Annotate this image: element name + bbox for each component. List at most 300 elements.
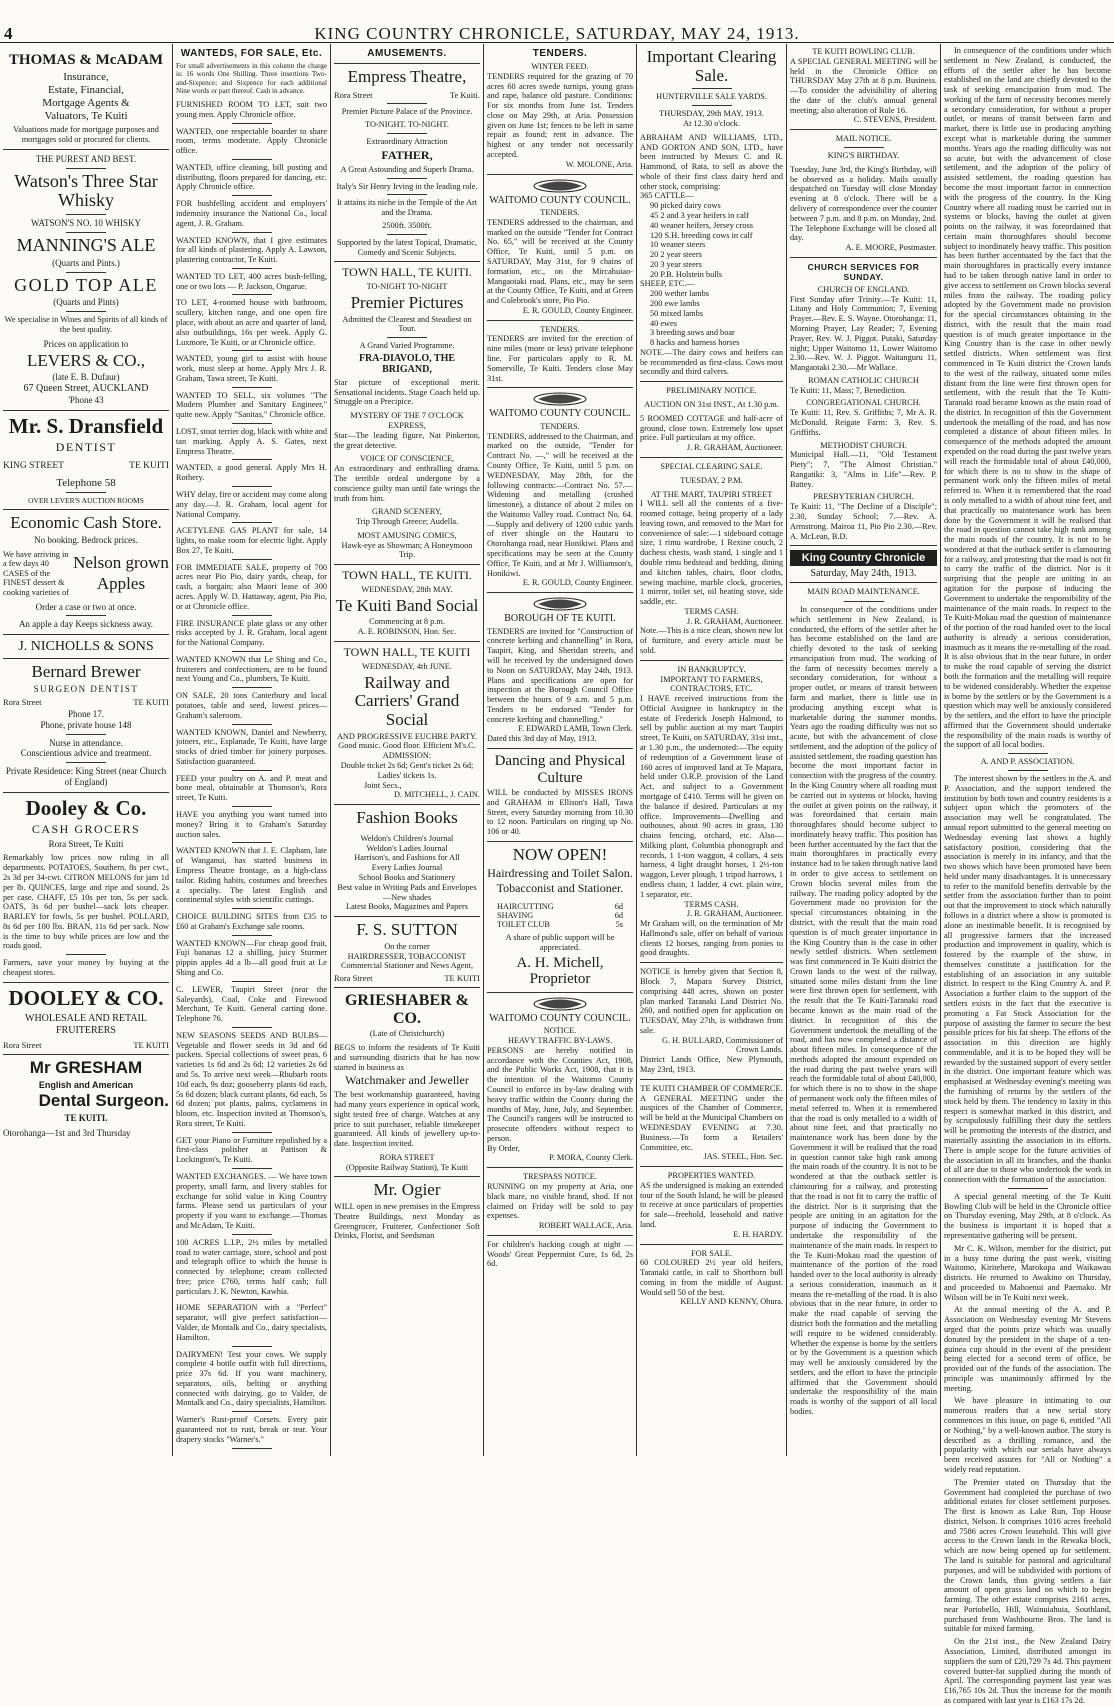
classified-ad: LOST, stout terrier dog, black with white and tan marking. Apply A. S. Gates, next Empress Theatre. (176, 427, 327, 456)
for-sale-title: FOR SALE. (690, 1248, 733, 1258)
euchre: AND PROGRESSIVE EUCHRE PARTY. (336, 731, 478, 741)
coughs-note: For children's hacking cough at night — Woods' Great Peppermint Cure, 1s 6d, 2s 6d. (487, 1239, 633, 1269)
auction-date: AUCTION ON 31st INST., At 1.30 p.m. (644, 400, 779, 410)
dransfield-name: Mr. S. Dransfield (8, 413, 164, 438)
terms-cash-1: TERMS CASH. (684, 606, 739, 616)
masthead-rule (0, 42, 1114, 43)
joint-secs: Joint Secs., (364, 780, 402, 790)
sheep-item: 40 ewes (650, 318, 677, 328)
price-row (487, 911, 633, 920)
mart-label: AT THE MART, TAUPIRI STREET (650, 489, 773, 499)
graham-sig-1: J. R. GRAHAM, Auctioneer. (686, 443, 783, 453)
ad-separator (232, 615, 272, 616)
dancing-text: WILL be conducted by MISSES IRONS and GRAHAM in Ellison's Hall, Tawa Street, every Saturday morning from 10.30 to 12 noon. Particulars on ringing up No. 106 or 40. (487, 788, 633, 837)
borough-heading: BOROUGH OF TE KUITI. (504, 613, 616, 625)
grand-varied: A Grand Varied Programme. (359, 341, 455, 351)
sheep-item: 50 mixed lambs (650, 308, 704, 318)
news-note: On the 21st inst., the New Zealand Dairy Association, Limited, distributed amongst its suppliers the sum of £20,729 7s 4d. This payment covered butter-fat supplied during the month of April. The corresponding payment last year was £16,765 10s 2d. Thus the increase for the month as compared with last year is £163 17s 2d. (944, 1637, 1111, 1705)
purest-label: THE PUREST AND BEST. (35, 153, 137, 164)
trespass-title: TRESPASS NOTICE. (523, 1172, 597, 1182)
cattle-label: 365 CATTLE— (640, 191, 694, 201)
coat-of-arms-icon (530, 997, 590, 1011)
winter-text: TENDERS required for the grazing of 70 acres 60 acres swede turnips, young grass and rape, balance old pasture. Conditions: For six months from June 1st. Tenders close on May 29th, at Aria. Possession given on June 1st; fences to be left in same repair as found; rent in advance. The highest or any tender not necessarily accepted. (487, 71, 633, 160)
gresham-dental: Dental Surgeon. (38, 1091, 169, 1111)
fashion-list (334, 834, 480, 912)
page-number: 4 (4, 24, 13, 43)
wed4: WEDNESDAY, 4th JUNE. (362, 661, 452, 671)
cattle-item: 20 3 year steers (650, 259, 702, 269)
brewer-name: Bernard Brewer (31, 662, 141, 682)
brewer-sub: SURGEON DENTIST (33, 684, 139, 695)
church-name: PRESBYTERIAN CHURCH. (813, 492, 914, 502)
hairdressing-label: Hairdressing and Toilet Salon. (487, 865, 633, 880)
stevens-sig: C. STEVENS, President. (853, 115, 937, 125)
ad-separator (232, 842, 272, 843)
news-note: The Premier stated on Thursday that the Government had completed the purchase of two additional estates for closer settlement purposes. The first is known as Lake Run, Top House district, Nelson. It comprises 1016 acres freehold and 7586 acres Crown leasehold. This will give access to the Crown lands in the Rewaka block, which are now being opened up for settlement. The land is suitable for pastoral and agricultural purposes, and will be subdivided with portions of the Crown lands, thus giving settlers a fair amount of open grass land on which to begin farming. The other estate comprises 2161 acres, near Portobello, Hill, Wainuiahuia, Southland, purchased from Washbourne Bros. The land is suitable for mixed farming. (944, 1477, 1111, 1634)
railway-social: Railway and Carriers' Grand Social (354, 672, 460, 729)
price-row (487, 920, 633, 929)
ap-title: A. AND P. ASSOCIATION. (980, 757, 1075, 767)
sutton-rora: Rora Street (334, 973, 373, 984)
ad-separator (232, 387, 272, 388)
fra-diavolo: FRA-DIAVOLO, THE BRIGAND, (358, 352, 456, 376)
brewer-rora: Rora Street (3, 696, 42, 707)
moore-sig: A. E. MOORE, Postmaster. (845, 243, 937, 253)
terms-cash-2: TERMS CASH. (684, 899, 739, 909)
levers-name: LEVERS & CO., (26, 350, 146, 370)
ad-separator (232, 459, 272, 460)
fashion-item: Harrison's, and Fashions for All (354, 853, 460, 863)
classified-ad: FOR IMMEDIATE SALE, property of 700 acres near Pio Pio, dairy yards, cheap, for cash, a bargain; also Maori lease of 300 acres. Apply W. D. Hattaway, agent, Pio Pio, or at Chronicle office. (176, 562, 327, 611)
ap-body: The interest shown by the settlers in the A. and P. Association, and the support tendered the institution by both town and country residents is a subject upon which the promoters of the association may well be congratulated. The annual report submitted to the general meeting on Wednesday evening last shows a highly satisfactory position, considering that the association is merely in its infancy, and that the two shows which have been promoted have been held under many disadvantages. It is unnecessary to refer to the manifold benefits derivable by the settler from the association further than to point out that the improvement to stock which naturally follows in a district where a show is promoted is alone an inestimable benefit. It is recognised by all progressive farmers that the increased production and improvement in quality, which is fostered by the example of the show, in themselves constitute a justification for the establishing of an association in any suitable district. In respect to the King Country A. and P. Association a further claim to the support of the settlers exists in the fact that the executive is promoting a Fat Stock Association for the purpose of assisting the farmer to secure the best possible prices for his fat sheep. The efforts of the association in this direction are highly commendable, and it is to be hoped they will be rewarded by the sustained support of every settler in the district. One important feature which was emphasised at Wednesday evening's meeting was the furnishing of returns by the settlers of the stock held by them. The tendency to laxity in this respect is somewhat marked in this district, and by scrupulously fulfilling their duty the settlers will be promoting the interests of the district, and materially assisting the association in its efforts. There is ample scope for the future activities of the association in all its branches, and the thanks of all are due to those who undertook the work in connection with the formation of the association. (944, 774, 1111, 1185)
dooley2-address (3, 1040, 169, 1050)
brewer-phone: Phone 17. (68, 708, 104, 719)
ad-separator (232, 1027, 272, 1028)
levers-address: 67 Queen Street, AUCKLAND (23, 383, 149, 395)
ad-separator (232, 123, 272, 124)
cattle-list (640, 201, 783, 279)
borough-text: TENDERS are invited for "Construction of concrete kerbing and channelling" in Rora, Taupiri, King, and Sheridan streets, and will be received by the undersigned down to Noon on SATURDAY, May 24th, 1913. Plans and specifications are open for inspection at the Borough Council Office between the hours of 9 a.m. and 5 p.m. Tenders to be endorsed "Tender for concrete kerbing and channelling." (487, 626, 633, 724)
classified-ad: FOR bushfelling accident and employers' indemnity insurance the National Co., local agent, J. R. Graham. (176, 199, 327, 228)
column-1 (0, 44, 172, 1456)
editorial-continued: In consequence of the conditions under which settlement in New Zealand, is conducted, the efforts of the settler after he has become established on the land are chiefly devoted to the task of seeking emancipation from mud. The working of the farm of necessity becomes merely a secondary consideration, for without a proper outlet, or means of transit between farm and market, there is little use in producing anything except what is marketable during the summer months. Years ago the roading difficulty was not so acute, but with the advancement of close settlement, and the adoption of the policy of assisted settlement, the roading question has become the most important factor in connection with the progress of the country. In the King Country where all roading must be carried out in systems or blocks, having the outlet at given points on the railway, it was foreordained that certain main thoroughfares should become subject to inordinately heavy traffic. This position has been further accentuated by the fact that the main thoroughfares in practically every instance had to be taken through native land in order to give access to settlement on Crown blocks several miles from the railway. The roading policy adopted by the Government made no provision for the special circumstances obtaining in the district, with the result that the main road question is of much greater importance in the King Country than is the case in other newly settled districts. When settlement was first commenced in Te Kuiti district the Crown lands to the west of the railway, situated some miles distant from the line were first thrown open for settlement, with the result that the Te Kuiti-Taranaki road became known as the main road of the district. In recognition of this the Government undertook the metalling of the road, and has now completed a distance of about fifteen miles. In consequence of the methods adopted the amount expended on the road during the past twelve years will reach the formidable total of about £40,000, for which there is no to show in the shape of permanent work only the fifteen miles of metal referred to. When it is remembered that the road is only metalled to a width of about nine feet, and that practically no maintenance work has been done by the Government it will be realised that the road in question cannot take high rank among the main roads of the country. It is not to be wondered at that the outback settler is clamouring for a railway, and protesting that the road is not fit to carry the traffic of the district. Nor is it surprising that the people are uniting in an agitation for the purpose of inducing the Government to undertake the responsibility of the maintenance of the main roads. In respect to the Te Kuiti-Mokau road the question of maintenance of the portion of the road handed over to the local authority is already a serious consideration, inasmuch as it means the re-metalling of the road. It is also obvious that in the near future, in order to make the road capable of serving the district both the formation and the metalling will require to be widened considerably. Whether the expense is borne by the settlers or by the Government is a question which may well be anxiously considered by the settlers, and the effort to have the principle affirmed that the Government should undertake the responsibility of the main roads is worthy of the support of all local bodies. (944, 46, 1111, 750)
classified-ad: WHY delay, fire or accident may come along any day.—J. R. Graham, local agent for National Company. (176, 489, 327, 519)
classified-ad: DAIRYMEN! Test your cows. We supply complete 4 bottle outfit with full directions, price 37s 6d. If you want machinery, separators, oils, belting or anything connected with dairying, go to Valder, de Montalk and Co., dairy specialists, Hamilton. (176, 1349, 327, 1408)
dooley2-tk: TE KUITI (133, 1039, 169, 1050)
watsons-whisky: Watson's Three Star Whisky (14, 170, 158, 211)
classified-ad: HAVE you anything you want turned into money? Bring it to Graham's Saturday auction sales. (176, 810, 327, 839)
ad-separator (232, 1234, 272, 1235)
news-note: Mr C. K. Wilson, member for the district, put in a busy time during the past week, visiting Waitomo, Kiritehere, Marokopa and Waikawau districts. He returned to Awakino on Thursday, and proceeded to Mahoenui and Paemako. Mr Wilson will be in Te Kuiti next week. (944, 1243, 1111, 1302)
fashion-item: Best value in Writing Pads and Envelopes—New shades (337, 882, 477, 902)
prelim-notice: PRELIMINARY NOTICE. (666, 386, 757, 396)
clearing-date: THURSDAY, 29th MAY, 1913. (659, 109, 764, 119)
tonight-2: TO-NIGHT TO-NIGHT (366, 282, 448, 292)
wanteds-list (176, 100, 327, 1449)
empress-address (334, 90, 480, 100)
sheep-label: SHEEP, ETC.— (640, 279, 695, 289)
classified-ad: Warner's Rust-proof Corsets. Every pair guaranteed not to rust, break or tear. Your drapery stocks "Warner's." (176, 1415, 327, 1444)
thomas-line: Insurance, (63, 70, 109, 83)
bowling-title: TE KUITI BOWLING CLUB. (812, 47, 915, 56)
cattle-item: 20 P.B. Holstein bulls (650, 269, 723, 279)
hardy-sig: E. H. HARDY. (733, 1229, 783, 1239)
column-4 (484, 44, 636, 1456)
classified-ad: WANTED, young girl to assist with house work, must sleep at home. Apply Mrs J. R. Graham, Tawa street, Te Kuiti. (176, 354, 327, 383)
abraham-text: ABRAHAM AND WILLIAMS, LTD., AND GORTON AND SON, LTD., have been instructed by Messrs C. and R. Hammond, of Rata, to sell as above the whole of their first class dairy herd and other stock, comprising: (640, 132, 783, 191)
sheep-item: 200 ewe lambs (650, 299, 700, 308)
classified-ad: WANTED, a good general. Apply Mrs H. Rothery. (176, 463, 327, 483)
ad-separator (232, 806, 272, 807)
news-note: We have pleasure in intimating to our numerous readers that a new serial story commences in this issue, on page 6, entitled "All or Nothing," by a well-known author. The story is described as a thrilling romance, and the popularity with which our serials have always been received assures for "All or Nothing" a widely read reputation. (944, 1396, 1111, 1474)
price-value: 6d (614, 911, 623, 921)
economic-sub: No booking. Bedrock prices. (34, 535, 138, 546)
price-value: 5s (615, 920, 623, 930)
classified-ad: WANTED KNOWN, that I give estimates for all kinds of plastering. Apply A. Lawson, plastering contractor, Te Kuiti. (176, 235, 327, 265)
mail-notice: MAIL NOTICE. (835, 134, 892, 144)
father-desc: A Great Astounding and Superb Drama. (340, 164, 474, 174)
share-note: A share of public support will be appreciated. (505, 933, 615, 952)
amusements-heading: AMUSEMENTS. (367, 48, 447, 59)
cattle-item: 20 2 year steers (650, 250, 702, 260)
waitomo-council-1: WAITOMO COUNTY COUNCIL. (489, 194, 631, 206)
church-name: METHODIST CHURCH. (820, 440, 907, 450)
opposite-station: (Opposite Railway Station), Te Kuiti (345, 1162, 469, 1172)
voice-desc: An extraordinary and enthralling drama. The terrible ordeal undergone by a conscience guilty man until fate wrings the truth from him. (334, 464, 480, 503)
sutton-trade2: Commercial Stationer and News Agent, (340, 961, 474, 971)
furniture-sale-text: I WILL sell all the contents of a five-roomed cottage, being property of a lady leaving town, and removed to the Mart for convenience of sale:—1 sideboard cottage size, 1 rimu wardrobe, 1 Rexine couch, 2 duchess chests, wash stand, 1 single and 1 double rimu bedstead and bedding, dining and kitchen tables, chairs, floor cloths, sewing machine, marble clock, groceries, 1 mirror, toilet set, oil heating stove, side saddle, etc. (640, 499, 783, 607)
sutton-tk: TE KUITI (444, 973, 480, 984)
tonight: TO-NIGHT. TO-NIGHT. (365, 120, 449, 130)
thomas-mcadam-name: THOMAS & McADAM (8, 52, 164, 68)
ad-separator (232, 350, 272, 351)
for-sale-text: 60 COLOURED 2½ year old heifers, Taranaki cattle, in calf to Shorthorn bull coming in from the middle of August. Would sell 50 of the best. (640, 1258, 783, 1297)
fashion-item: Every Ladies Journal (371, 863, 443, 873)
wallace-sig: ROBERT WALLACE, Aria. (538, 1221, 633, 1231)
music-note: Good music. Good floor. Efficient M's.C. (338, 741, 476, 751)
column-6 (787, 44, 940, 1456)
molone-sig: W. MOLONE, Aria. (565, 159, 633, 169)
dooley2-rora: Rora Street (3, 1039, 42, 1050)
gould-sig-2: E. R. GOULD, County Engineer. (522, 578, 633, 588)
empress-name: Empress Theatre, (347, 67, 467, 86)
thomas-line: Valuators, Te Kuiti (44, 110, 128, 123)
ad-separator (232, 1132, 272, 1133)
waitomo-council-3: WAITOMO COUNTY COUNCIL. (489, 1012, 631, 1024)
clearing-sale-title: Important Clearing Sale. (646, 47, 777, 85)
watsons-no10: WATSON'S NO. 10 WHISKY (31, 218, 141, 229)
mystery-title: MYSTERY OF THE 7 O'CLOCK EXPRESS, (350, 411, 464, 431)
cattle-item: 40 weaner heifers, Jersey cross (650, 220, 753, 230)
price-item: HAIRCUTTING (497, 902, 554, 912)
classified-ad: FIRE INSURANCE plate glass or any other risks accepted by J. R. Graham, local agent for the National Company. (176, 618, 327, 648)
classified-ad: ACETYLENE GAS PLANT for sale, 14 lights, to make room for electric light. Apply Box 27, Te Kuiti. (176, 526, 327, 555)
bylaws-text: PERSONS are hereby notified in accordance with the Counties Act, 1908, and the Public Works Act, 1908, that it is the intention of the Waitomo County Council to enforce its by-law dealing with heavy traffic within the County during the months of May, June, July, and September. The Council's rangers will be instructed to prosecute offenders without respect to person. (487, 1045, 633, 1143)
tenders-heading: TENDERS. (532, 48, 588, 59)
fashion-item: Weldon's Ladies Journal (366, 843, 448, 853)
sutton-sub: On the corner (384, 941, 430, 951)
tenders-3-label: TENDERS. (540, 421, 580, 431)
classified-ad: 100 ACRES L.I.P., 2½ miles by metalled road to water carriage, store, school and post and telegraph office to which the house is connected by telephone; cream collected free; price £760, terms half cash; full particulars J. K. Newton, Kawhia. (176, 1237, 327, 1296)
empress-tk: Te Kuiti. (449, 89, 480, 100)
by-order: By Order, (487, 1143, 520, 1153)
wanteds-intro: For small advertisements in this column the charge is: 16 words One Shilling. Three insertions Two-and-Sixpence; and Sixpence for each additional Nine words or part thereof. Cash in advance. (176, 62, 327, 96)
band-social: Te Kuiti Band Social (335, 595, 479, 615)
coat-of-arms-icon (530, 597, 590, 611)
fashion-item: School Books and Stationery (358, 872, 456, 882)
comics-desc: Hawk-eye as Showman; A Honeymoon Trip. (341, 540, 473, 560)
classified-ad: GET your Piano or Furniture repolished by a first-class polisher at Pattison & Lockington's, Te Kuiti. (176, 1135, 327, 1165)
ogier-text: WILL open in new premises in the Empress Theatre Buildings, next Monday as Greengrocer, Fruiterer, Confectioner Soft Drinks, Florist, and Seedsman (334, 1202, 481, 1241)
ad-separator (232, 1168, 272, 1169)
supported-note: Supported by the latest Topical, Dramatic, Comedy and Scenic Subjects. (336, 237, 478, 257)
ad-separator (232, 687, 272, 688)
dooley-fruiterers-name: DOOLEY & CO. (8, 985, 164, 1010)
irving-note: Italy's Sir Henry Irving in the leading role. (336, 181, 478, 191)
church-text: Te Kuiti: 11, Rev. S. Griffiths; 7, Mr A. R. McDonald. Reigate Farm: 3, Rev. S. Griffiths. (790, 408, 937, 437)
ad-separator (232, 486, 272, 487)
ad-separator (232, 195, 272, 196)
ad-separator (232, 908, 272, 909)
apples-order: Order a case or two at once. (35, 601, 137, 612)
lamb-sig: F. EDWARD LAMB, Town Clerk. (518, 724, 633, 734)
comics-title: MOST AMUSING COMICS, (357, 530, 457, 540)
price-item: SHAVING (497, 911, 534, 921)
news-notes (944, 1192, 1111, 1706)
gresham-tk: TE KUITI. (64, 1113, 108, 1124)
te-kuiti: TE KUITI (129, 460, 169, 471)
steel-sig: JAS. STEEL, Hon. Sec. (703, 1152, 783, 1162)
levers-sub: (late E. B. Dufaur) (52, 372, 120, 383)
thomas-line: Estate, Financial, (47, 83, 125, 96)
grieshaber-name: GRIESHABER & CO. (344, 992, 470, 1027)
ad-separator (232, 1299, 272, 1300)
tenders-2-text: TENDERS are invited for the erection of nine miles (more or less) private telephone line. For particulars apply to R. M. Somerville, Te Kuiti. Tenders close May 31st. (487, 334, 633, 383)
column-2 (173, 44, 330, 1456)
sutton-address (334, 973, 480, 983)
gresham-otorohanga: Otorohanga—1st and 3rd Thursday (3, 1127, 131, 1138)
church-name: CHURCH OF ENGLAND. (817, 284, 910, 294)
news-note: At the annual meeting of the A. and P. Association on Wednesday evening Mr Stevens urged that the points prize which was usually donated by the president in the shape of a ten-guinea cup should in the event of the president being elected for a second term of office, be provided out of the funds of the association. The principle was unanimously affirmed by the meeting. (944, 1305, 1111, 1393)
furniture-note: Note.—This is a nice clean, shown new lot of furniture, and every article must be sold. (640, 626, 783, 655)
masthead (0, 0, 1114, 42)
classified-ad: TO LET, 4-roomed house with bathroom, scullery, kitchen range, and one open fire place, with about an acre and quarter of land, also outbuildings, 16s per week. Apply G. Luxmore, Te Kuiti, or at Chronicle office. (176, 298, 327, 347)
ad-separator (232, 935, 272, 936)
coat-of-arms-icon (530, 392, 590, 406)
chamber-text: A GENERAL MEETING under the auspices of the Chamber of Commerce, will be held at the Municipal Chambers on WEDNESDAY EVENING at 7.30. Business.—To form a Retailers' Committee, etc. (640, 1093, 783, 1152)
cattle-item: 90 picked dairy cows (650, 201, 721, 211)
wholesale-label: WHOLESALE AND RETAIL FRUITERERS (25, 1012, 147, 1036)
cattle-item: 10 weaner steers (650, 240, 706, 250)
grieshaber-sub: (Late of Christchurch) (369, 1029, 445, 1039)
tenders-3-text: TENDERS, addressed to the Chairman, and marked on the outside, "Tender for Contract No. —," will be received at the County Office, Te Kuiti, until 5 p.m. on WEDNESDAY, May 28th, for the following contracts:—Contract No. 57.—Widening and metalling (crushed limestone), a distance of about 2 miles on the Waitomo Valley road. Contract No. 64.—Supply and delivery of 1200 cubic yards of river shingle on the Hautaru to Otorohanga road, near Honikiwi. Plans and specifications may be seen at the County Office, Te Kuiti, and at Mr J. Williamson's, Honikiwi. (487, 431, 633, 578)
gold-top-ale: GOLD TOP ALE (14, 274, 158, 295)
gold-top-sub: (Quarts and Pints) (53, 297, 119, 308)
withdrawal-notice: NOTICE is hereby given that Section 8, Block 7, Mapara Survey District, comprising 448 acres, shown on poster plan marked Taranaki Land District No. 260, and notified open for application on TUESDAY, May 27th, is withdrawn from sale. (640, 967, 783, 1035)
ad-separator (232, 159, 272, 160)
scenery-title: GRAND SCENERY, (372, 507, 442, 517)
grieshaber-text: BEGS to inform the residents of Te Kuiti and surrounding districts that he has now started in business as (334, 1043, 480, 1072)
price-row (487, 902, 633, 911)
classified-ad: WANTED KNOWN, Daniel and Newberry, joiners, etc., Esplanade, Te Kuiti, have large stocks of dried timber for joinery purposes. Satisfaction guaranteed. (176, 727, 327, 766)
brewer-advice: Conscientious advice and treatment. (20, 748, 152, 759)
gould-sig-1: E. R. GOULD, County Engineer. (522, 305, 633, 315)
mora-sig: P. MORA, County Clerk. (549, 1153, 633, 1163)
hunterville: HUNTERVILLE SALE YARDS. (656, 92, 767, 102)
church-services-heading: CHURCH SERVICES FOR SUNDAY. (807, 261, 920, 282)
secs-names: D. MITCHELL, J. CAIN. (394, 790, 480, 800)
economic-cash-store: Economic Cash Store. (10, 513, 162, 533)
cattle-item: 120 S.H. breeding cows in calf (650, 230, 753, 240)
mannings-sub: (Quarts and Pints.) (52, 257, 120, 268)
tenders-1-label: TENDERS. (540, 208, 580, 218)
bankruptcy-text: I HAVE received instructions from the Official Assignee in bankruptcy in the estate of Frederick Joseph Halmond, to sell by public auction at my mart Taupiri street, Te Kuiti, on SATURDAY, 31st inst., at 1.30 p.m., the undernoted:—The equity of redemption of a Government lease of 160 acres of improved land at Te Mapara, held under O.R.P. provision of the Land Act, and subject to a Government mortgage of £410. Terms will be given on the balance if desired. Particulars at my office. Improvements—Dwelling and outhouses, about 90 acres in grass, 130 chains fencing, orchard, etc. Also—Milking plant, Columbia phonograph and records, 1 1-ton waggon, 4 collars, 4 sets harness, 4 light draught horses, 1 2½-ton waggon, Lever plough, 1 tripod harrows, 1 endless chain, 1 ladder, 4 cwt. plain wire, 1 separator, etc. (640, 694, 783, 899)
ad-separator (232, 1346, 272, 1347)
classified-ad: WANTED TO LET, 400 acres bush-felling, one or two lots — P. Jackson, Ongarue. (176, 271, 327, 291)
mannings-ale: MANNING'S ALE (16, 235, 156, 255)
thomas-note: Valuations made for mortgage purposes and mortgages sold or procured for clients. (13, 125, 159, 145)
michell-proprietor: A. H. Michell, Proprietor (516, 954, 604, 988)
properties-wanted: PROPERTIES WANTED. (667, 1171, 756, 1181)
dentist-label: DENTIST (55, 439, 117, 454)
cattle-item: 45 2 and 3 year heifers in calf (650, 210, 749, 220)
townhall-3: TOWN HALL, TE KUITI (343, 645, 471, 660)
farmers-note: Farmers, save your money by buying at the cheapest stores. (3, 958, 169, 978)
bowling-text: A SPECIAL GENERAL MEETING will be held in the Chronicle Office on THURSDAY May 27th at 8 p.m. Business.—To consider the advisibility of altering the date of the club's annual general meeting; also alteration of Rule 16. (790, 56, 937, 115)
clearing-time: At 12.30 o'clock. (683, 118, 740, 128)
cottage-text: 5 ROOMED COTTAGE and half-acre of ground, close town. Extremely low upset price. Full particulars at my office. (640, 413, 783, 443)
borough-dated: Dated this 3rd day of May, 1913. (487, 734, 597, 744)
lands-office: District Lands Office, New Plymouth, May 23rd, 1913. (640, 1055, 783, 1075)
feet-note: 2500ft. 3500ft. (382, 220, 432, 230)
apples-ad (3, 550, 169, 598)
admitted-note: Admitted the Clearest and Steadiest on Tour. (342, 314, 472, 334)
brewer-phone2: Phone, private house 148 (40, 719, 132, 730)
church-list (790, 285, 937, 542)
classified-ad: WANTED, one respectable boarder to share room, terms moderate. Apply Chronicle office. (176, 126, 327, 156)
dooley-prices: Remarkably low prices now ruling in all departments. POTATOES, Southern, 8s per cwt., 2s 3d per 34-cwt. CITRON MELONS for jam 1d per lb. QUINCES, large and ripe and sound, 2s per case. CHAFF, £5 10s per ton, 5s per sack. OATS, 3s 6d per bushel—sack lots cheaper. BARLEY for fowls, 5s per bushel. POLLARD, 8s 6d per 100 lbs. BRAN, 11s 6d per sack. Now is the time to buy while prices are low and the roads good. (3, 853, 169, 951)
bylaws-title: HEAVY TRAFFIC BY-LAWS. (507, 1036, 613, 1046)
column-7 (941, 44, 1114, 1705)
coat-of-arms-icon (530, 179, 590, 193)
premier-pictures: Premier Pictures (350, 292, 464, 312)
king-street: KING STREET (3, 460, 64, 471)
properties-text: AS the undersigned is making an extended tour of the South Island, he will be pleased to receive at once particulars of properties for sale—freehold, leasehold and native land. (640, 1180, 783, 1229)
classified-ad: FEED your poultry on A. and P. meat and bone meal, obtainable at Thomson's, Rora street, Te Kuiti. (176, 773, 327, 803)
wed28: WEDNESDAY, 28th MAY. (361, 584, 453, 594)
extraordinary: Extraordinary Attraction (366, 137, 448, 147)
wines-note: We specialise in Wines and Spirits of all kinds of the best quality. (4, 315, 168, 334)
fashion-item: Latest Books, Magazines and Papers (346, 902, 468, 912)
ad-separator (232, 423, 272, 424)
sheep-item: 3 breeding sows and boar (650, 328, 735, 338)
mail-text: Tuesday, June 3rd, the King's Birthday, will be observed as a holiday. Mails usually despatched on Tuesday will close Monday evening at 8 o'clock. There will be a delivery of correspondence over the counter between 7 p.m. and 8 p.m. on Monday, 2nd. The Telephone Exchange will be closed all day. (790, 164, 937, 243)
ad-separator (232, 522, 272, 523)
voice-title: VOICE OF CONSCIENCE, (359, 454, 455, 464)
sheep-list (640, 289, 783, 348)
band-sec: A. E. ROBINSON, Hon. Sec. (357, 627, 457, 637)
classified-ad: HOME SEPARATION with a "Perfect" separator, will give perfect satisfaction—Valder, de Montalk and Co., dairy specialists, Hamilton. (176, 1303, 327, 1342)
ad-separator (232, 559, 272, 560)
brewer-tk: TE KUITI (133, 696, 169, 707)
rora-street: RORA STREET (379, 1152, 435, 1162)
bankruptcy-title: IN BANKRUPTCY. (677, 664, 746, 674)
thomas-line: Mortgage Agents & (42, 96, 130, 109)
mystery-desc: Star—The leading figure, Nat Pinkerton, the great detective. (334, 430, 480, 450)
ad-separator (232, 1411, 272, 1412)
fashion-books: Fashion Books (356, 808, 458, 828)
classified-ad: FURNISHED ROOM TO LET, suit two young men. Apply Chronicle office. (176, 99, 327, 119)
editorial-title: MAIN ROAD MAINTENANCE. (807, 587, 920, 597)
church-name: ROMAN CATHOLIC CHURCH (808, 375, 919, 385)
classified-ad: WANTED KNOWN that Le Shing and Co., fruiterers and confectioners, are to be found next Young and Co., plumbers, Te Kuiti. (176, 654, 327, 684)
ad-separator (232, 1448, 272, 1449)
ogier-name: Mr. Ogier (373, 1180, 441, 1200)
gresham-name: Mr GRESHAM (29, 1057, 143, 1077)
brewer-address (3, 697, 169, 707)
admission-label: ADMISSION: (382, 751, 432, 761)
sheep-item: 200 wether lambs (650, 289, 709, 299)
nicholls-name: J. NICHOLLS & SONS (18, 639, 154, 655)
classified-ad: C. LEWER, Taupiri Street (near the Saleyards), Coal, Coke and Firewood Merchant, Te Kuiti. General carting done. Telephone 76. (176, 984, 327, 1024)
church-text: Municipal Hall.—11, "Old Testament Piety"; 7, "The Almost Christian." Rangatiki: 3, "Alms in Life"—Rev. P. Battey. (790, 450, 937, 489)
ad-separator (232, 294, 272, 295)
brewer-nurse: Nurse in attendance. (49, 737, 123, 748)
cash-grocers: CASH GROCERS (31, 821, 141, 836)
special-clearing: SPECIAL CLEARING SALE. (660, 461, 763, 471)
ad-separator (232, 232, 272, 233)
classified-ad: NEW SEASONS SEEDS AND BULBS—Vegetable and flower seeds in 3d and 6d packets. Special collections of sweet peas, 6 varieties 1s 6d and 2s 6d; 12 varieties 2s 6d and 5s. To arrive next week—Rhubarb roots 10d each, 9s doz; gooseberry plants 6d each, 5s 6d dozen; black currant plants, 6d each, 5s 6d dozen; pot plants, palms, cyclamens in bloom, etc. Inspection invited at Thomson's, Rora street, Te Kuiti. (176, 1030, 327, 1128)
tenders-1-text: TENDERS addressed to the chairman, and marked on the outside "Tender for Contract No. 65," will be received at the County Office, Te Kuiti, until 5 p.m. on SATURDAY, May 31st, for 9 chains of formation, etc., on the Mircahuiao-Mangaotaki road. Plans, etc., may be seen at the County Office, Te Kuiti, and at Green and Colebrook's store, Pio Pio. (487, 217, 633, 306)
dransfield-address (3, 461, 169, 471)
apple-day: An apple a day Keeps sickness away. (18, 619, 154, 630)
father-title: FATHER, (381, 148, 433, 163)
ad-separator (232, 268, 272, 269)
fashion-item: Weldon's Children's Journal (360, 833, 454, 843)
sheep-item: 8 hacks and harness horses (650, 338, 740, 348)
newspaper-title: KING COUNTRY CHRONICLE, SATURDAY, MAY 24, 1913. (314, 24, 800, 43)
over-levers: OVER LEVER'S AUCTION ROOMS (28, 496, 144, 506)
creditors-title: IMPORTANT TO FARMERS, CONTRACTORS, ETC. (660, 674, 763, 694)
chamber-title: TE KUITI CHAMBER OF COMMERCE. (640, 1083, 783, 1093)
classified-ad: WANTED KNOWN—For cheap good fruit, Fuji bananas 12 a shilling, juicy Sturmer pippin apples 4d a lb—all good fruit at Le Shing and Co. (176, 938, 327, 977)
price-value: 6d (614, 902, 623, 912)
kings-birthday: KING'S BIRTHDAY. (827, 151, 900, 161)
clearing-note: NOTE.—The dairy cows and heifers can be recommended as first-class. Cows most secondly and third calvers. (640, 347, 783, 377)
scenery-desc: Trip Through Greece; Audella. (355, 517, 459, 527)
townhall-2: TOWN HALL, TE KUITI. (342, 568, 472, 583)
levers-phone: 'Phone 43 (68, 395, 104, 406)
ad-separator (232, 724, 272, 725)
classified-ad: WANTED TO SELL, six volumes "The Modern Plumber and Sanitary Engineer," quite new. Apply "Sanitas," Chronicle office. (176, 390, 327, 420)
classified-ad: CHOICE BUILDING SITES from £35 to £60 at Graham's Exchange sale rooms. (176, 912, 327, 931)
brewer-residence: Private Residence: King Street (near Church of England) (5, 766, 167, 787)
prices-label: Prices on application to (43, 338, 129, 349)
classified-ad: WANTED KNOWN that J. E. Clapham, late of Wanganui, has started business in Empress Theatre frontage, as a high-class tailor. Riding habits, costumes and breeches a specialty. The latest English and continental styles with scientific cuttings. (176, 846, 327, 905)
editorial-masthead: King Country Chronicle (790, 550, 937, 566)
fra-desc: Star picture of exceptional merit. Sensational incidents. Stage Coach held up. Struggle on a Precipice. (334, 377, 480, 407)
column-5 (637, 44, 786, 1456)
attains-note: It attains its niche in the Temple of the Art and the Drama. (336, 198, 478, 218)
classified-ad: ON SALE, 20 tons Canterbury and local potatoes, table and seed, lowest prices—Graham's saleroom. (176, 691, 327, 720)
tobacconist-label: Tobacconist and Stationer. (496, 881, 624, 896)
now-open: NOW OPEN! (512, 844, 608, 864)
church-name: CONGREGATIONAL CHURCH. (806, 398, 921, 408)
price-item: TOILET CLUB (497, 920, 550, 930)
bullard-sig: G. H. BULLARD, Commissioner of Crown Lands. (662, 1035, 783, 1055)
notice-label: NOTICE. (543, 1026, 577, 1036)
hallmond-note: Mr Graham will, on the termination of Mr Hallmond's sale, offer on behalf of various clients 12 horses, ranging from ponies to good draughts. (640, 919, 783, 958)
